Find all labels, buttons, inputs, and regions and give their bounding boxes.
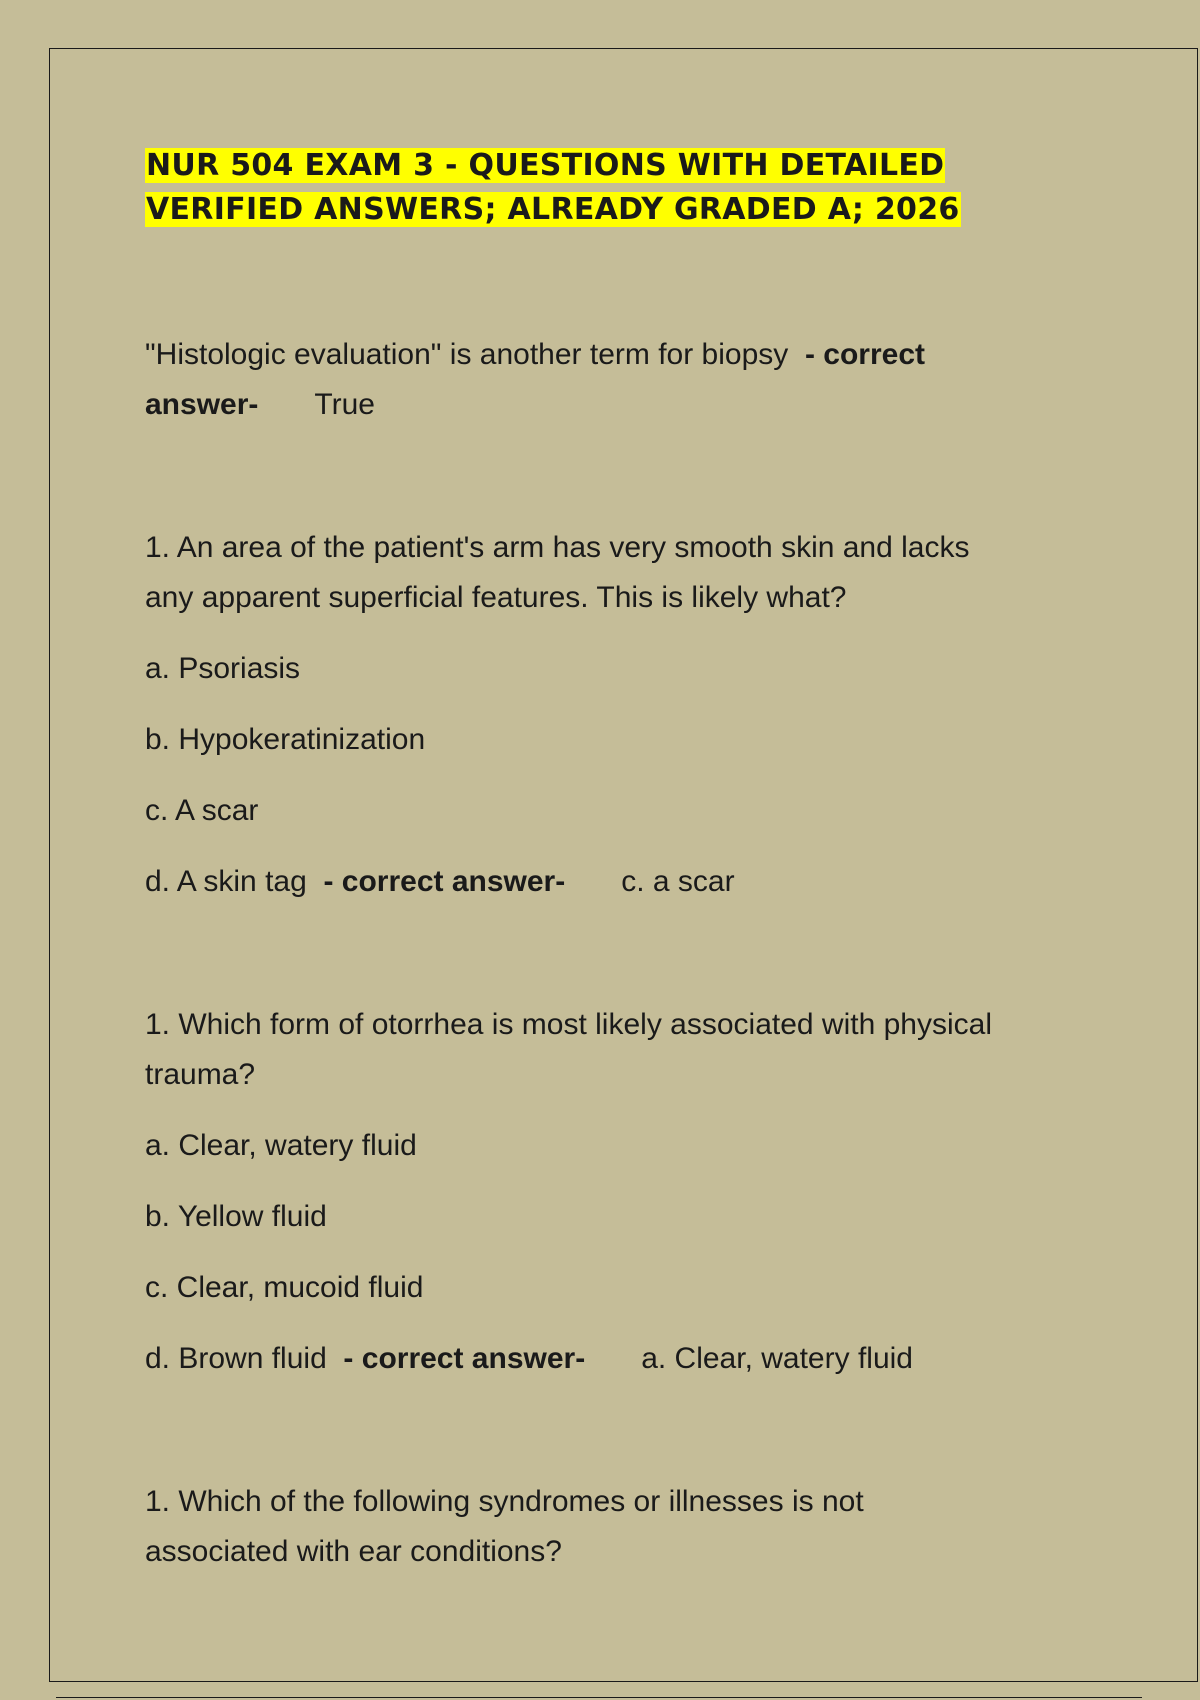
question-stem-line: 1. Which of the following syndromes or illnesses is not	[145, 1485, 864, 1518]
option-b: b. Yellow fluid	[145, 1200, 327, 1233]
intro-statement: "Histologic evaluation" is another term for biopsy	[145, 338, 797, 371]
document-title	[145, 144, 1145, 232]
intro-line-2	[145, 380, 1145, 430]
title-line-2: VERIFIED ANSWERS; ALREADY GRADED A; 2026	[146, 192, 960, 227]
intro-line-1	[145, 330, 1145, 380]
question-stem-line: 1. An area of the patient's arm has very smooth skin and lacks	[145, 531, 970, 564]
option-c: c. Clear, mucoid fluid	[145, 1271, 424, 1304]
question-stem-line: trauma?	[145, 1058, 256, 1091]
option-d: d. A skin tag	[145, 865, 316, 898]
question-stem-line: any apparent superficial features. This is likely what?	[145, 581, 847, 614]
option-c: c. A scar	[145, 794, 259, 827]
question-answer: c. a scar	[621, 865, 735, 898]
title-line-1: NUR 504 EXAM 3 - QUESTIONS WITH DETAILED	[146, 148, 945, 183]
question-answer: a. Clear, watery fluid	[641, 1342, 913, 1375]
document-body	[145, 144, 1145, 1577]
option-b: b. Hypokeratinization	[145, 723, 426, 756]
question-stem-line: 1. Which form of otorrhea is most likely associated with physical	[145, 1008, 992, 1041]
intro-answer: True	[314, 388, 375, 421]
question-item	[145, 1000, 1145, 1384]
correct-answer-marker: answer-	[145, 388, 259, 421]
correct-answer-marker: - correct answer-	[335, 1342, 586, 1375]
correct-answer-marker: - correct answer-	[315, 865, 566, 898]
option-a: a. Clear, watery fluid	[145, 1129, 417, 1162]
option-d-with-answer	[145, 857, 1145, 907]
question-item	[145, 523, 1145, 907]
correct-answer-marker: - correct	[796, 338, 925, 371]
footer-rule	[56, 1697, 1142, 1698]
option-d-with-answer	[145, 1334, 1145, 1384]
option-d: d. Brown fluid	[145, 1342, 336, 1375]
option-a: a. Psoriasis	[145, 652, 301, 685]
intro-item	[145, 330, 1145, 430]
question-stem-line: associated with ear conditions?	[145, 1535, 562, 1568]
question-item	[145, 1477, 1145, 1577]
